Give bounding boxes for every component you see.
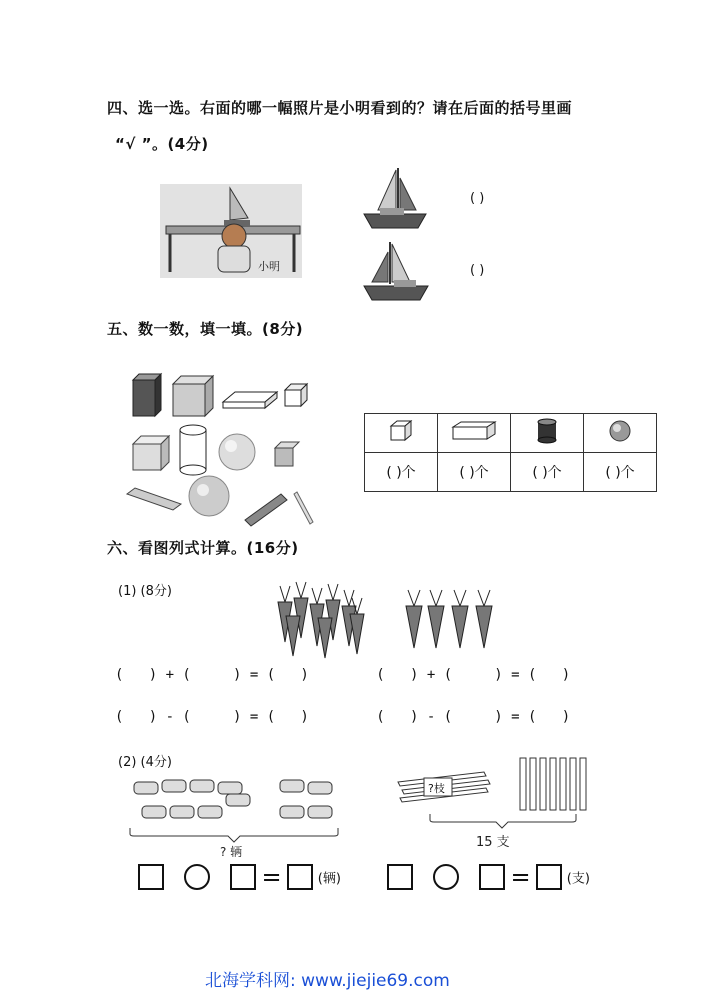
boat-photo-b xyxy=(360,238,432,304)
subtraction-row[interactable]: ( ) - ( ) = ( ) ( ) - ( ) = ( ) xyxy=(115,709,571,725)
carrots-group-left xyxy=(272,580,372,660)
cylinder-icon xyxy=(536,418,558,444)
part2-label: (2) (4分) xyxy=(118,755,172,770)
solids-picture xyxy=(125,372,325,527)
equation-left xyxy=(138,864,341,890)
count-cell-sphere[interactable]: ( )个 xyxy=(584,453,657,492)
section4-title: 四、选一选。右面的哪一幅照片是小明看到的？请在后面的括号里画 xyxy=(107,99,573,117)
answer-box[interactable] xyxy=(138,864,164,890)
option-b-bracket[interactable]: ( ) xyxy=(470,263,485,278)
table-header-cylinder xyxy=(511,414,584,453)
addition-row[interactable]: ( ) + ( ) = ( ) ( ) + ( ) = ( ) xyxy=(115,667,571,683)
section4-title-cont: “√ ”。(4分) xyxy=(115,135,209,153)
classroom-photo xyxy=(160,184,302,278)
section6-title: 六、看图列式计算。(16分) xyxy=(107,539,299,557)
unit-label-right: (支) xyxy=(566,871,590,887)
table-header-sphere xyxy=(584,414,657,453)
section5-title: 五、数一数，填一填。(8分) xyxy=(107,320,304,338)
footer-link[interactable]: 北海学科网: www.jiejie69.com xyxy=(205,971,450,991)
cube-icon xyxy=(389,420,413,442)
carrots-group-right xyxy=(402,586,502,652)
count-cell-cuboid[interactable]: ( )个 xyxy=(438,453,511,492)
operator-circle[interactable] xyxy=(184,864,210,890)
count-cell-cube[interactable]: ( )个 xyxy=(365,453,438,492)
count-cell-cylinder[interactable]: ( )个 xyxy=(511,453,584,492)
pencils-question-label: ?枝 xyxy=(428,782,445,795)
table-header-cube xyxy=(365,414,438,453)
answer-box[interactable] xyxy=(230,864,256,890)
equals-sign: = xyxy=(510,863,531,891)
answer-box[interactable] xyxy=(479,864,505,890)
cars-picture xyxy=(128,772,348,860)
unit-label-left: (辆) xyxy=(317,871,341,887)
answer-box[interactable] xyxy=(287,864,313,890)
answer-box[interactable] xyxy=(536,864,562,890)
cars-question-label: ? 辆 xyxy=(220,845,243,859)
pencils-total-label: 15 支 xyxy=(476,835,510,850)
answer-box[interactable] xyxy=(387,864,413,890)
person-label: 小明 xyxy=(258,260,280,273)
part1-label: (1) (8分) xyxy=(118,584,172,599)
cuboid-icon xyxy=(451,421,497,441)
operator-circle[interactable] xyxy=(433,864,459,890)
option-a-bracket[interactable]: ( ) xyxy=(470,191,485,206)
boat-photo-a xyxy=(360,164,430,232)
pencils-picture xyxy=(396,748,596,852)
equation-right xyxy=(387,864,590,890)
shape-count-table xyxy=(364,413,657,492)
sphere-icon xyxy=(608,419,632,443)
equals-sign: = xyxy=(261,863,282,891)
table-header-cuboid xyxy=(438,414,511,453)
